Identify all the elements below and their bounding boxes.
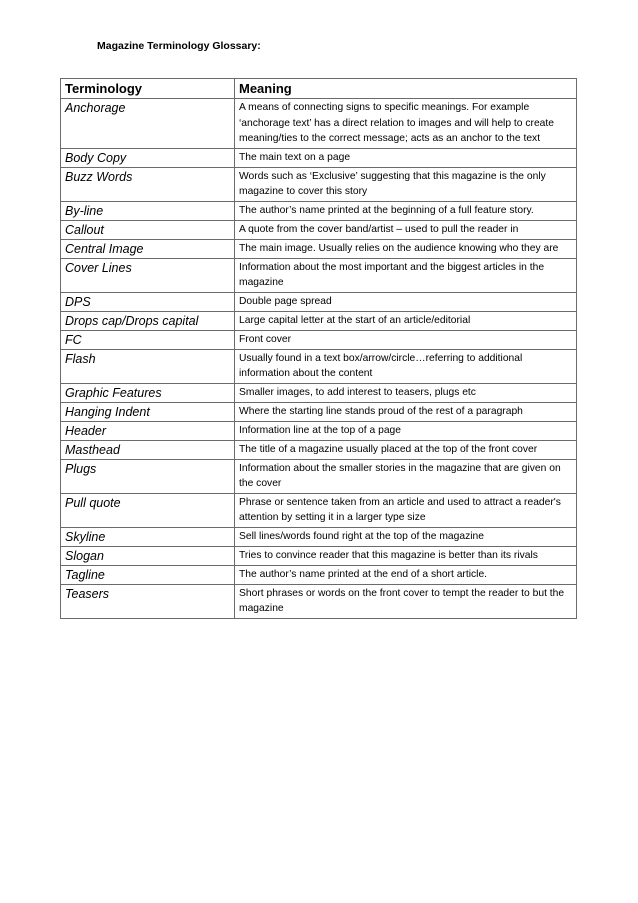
table-row [61, 349, 577, 383]
table-row [61, 239, 577, 258]
table-row [61, 421, 577, 440]
term-cell: Skyline [61, 527, 235, 546]
meaning-cell: Tries to convince reader that this magazine is better than its rivals [235, 546, 577, 565]
term-cell: Slogan [61, 546, 235, 565]
meaning-cell: Sell lines/words found right at the top of the magazine [235, 527, 577, 546]
meaning-cell: The main image. Usually relies on the audience knowing who they are [235, 239, 577, 258]
meaning-cell: Smaller images, to add interest to teasers, plugs etc [235, 383, 577, 402]
glossary-table [60, 78, 577, 619]
term-cell: Callout [61, 220, 235, 239]
meaning-cell: Short phrases or words on the front cover to tempt the reader to but the magazine [235, 584, 577, 618]
meaning-cell: A quote from the cover band/artist – used to pull the reader in [235, 220, 577, 239]
meaning-cell: The main text on a page [235, 148, 577, 167]
header-row [61, 79, 577, 99]
meaning-cell: The author’s name printed at the end of a short article. [235, 565, 577, 584]
meaning-cell: A means of connecting signs to specific meanings. For example ‘anchorage text’ has a direct relation to images and will help to create meaning/ties to the correct message; acts as an anchor to the text [235, 99, 577, 149]
table-row [61, 148, 577, 167]
table-row [61, 330, 577, 349]
page-title: Magazine Terminology Glossary: [97, 40, 261, 52]
meaning-cell: Information about the smaller stories in the magazine that are given on the cover [235, 459, 577, 493]
term-cell: Flash [61, 349, 235, 383]
table-row [61, 402, 577, 421]
term-cell: Graphic Features [61, 383, 235, 402]
meaning-cell: The author’s name printed at the beginning of a full feature story. [235, 201, 577, 220]
table-row [61, 493, 577, 527]
term-cell: By-line [61, 201, 235, 220]
meaning-cell: Double page spread [235, 292, 577, 311]
meaning-cell: Front cover [235, 330, 577, 349]
term-cell: Header [61, 421, 235, 440]
table-row [61, 440, 577, 459]
term-cell: Teasers [61, 584, 235, 618]
meaning-header: Meaning [235, 79, 577, 99]
term-cell: Masthead [61, 440, 235, 459]
table-row [61, 546, 577, 565]
meaning-cell: Usually found in a text box/arrow/circle…referring to additional information about the content [235, 349, 577, 383]
table-row [61, 311, 577, 330]
table-row [61, 459, 577, 493]
table-row [61, 167, 577, 201]
term-cell: Central Image [61, 239, 235, 258]
terminology-header: Terminology [61, 79, 235, 99]
term-cell: Buzz Words [61, 167, 235, 201]
term-cell: Drops cap/Drops capital [61, 311, 235, 330]
meaning-cell: Phrase or sentence taken from an article and used to attract a reader's attention by setting it in a larger type size [235, 493, 577, 527]
meaning-cell: Large capital letter at the start of an article/editorial [235, 311, 577, 330]
table-row [61, 201, 577, 220]
term-cell: Cover Lines [61, 258, 235, 292]
table-row [61, 383, 577, 402]
table-row [61, 99, 577, 149]
table-row [61, 258, 577, 292]
term-cell: Anchorage [61, 99, 235, 149]
table-row [61, 565, 577, 584]
term-cell: Plugs [61, 459, 235, 493]
meaning-cell: The title of a magazine usually placed at the top of the front cover [235, 440, 577, 459]
term-cell: Pull quote [61, 493, 235, 527]
table-row [61, 527, 577, 546]
meaning-cell: Where the starting line stands proud of the rest of a paragraph [235, 402, 577, 421]
table-row [61, 292, 577, 311]
meaning-cell: Information about the most important and the biggest articles in the magazine [235, 258, 577, 292]
term-cell: FC [61, 330, 235, 349]
term-cell: Tagline [61, 565, 235, 584]
term-cell: DPS [61, 292, 235, 311]
table-row [61, 584, 577, 618]
table-row [61, 220, 577, 239]
term-cell: Hanging Indent [61, 402, 235, 421]
meaning-cell: Words such as ‘Exclusive’ suggesting that this magazine is the only magazine to cover this story [235, 167, 577, 201]
term-cell: Body Copy [61, 148, 235, 167]
meaning-cell: Information line at the top of a page [235, 421, 577, 440]
